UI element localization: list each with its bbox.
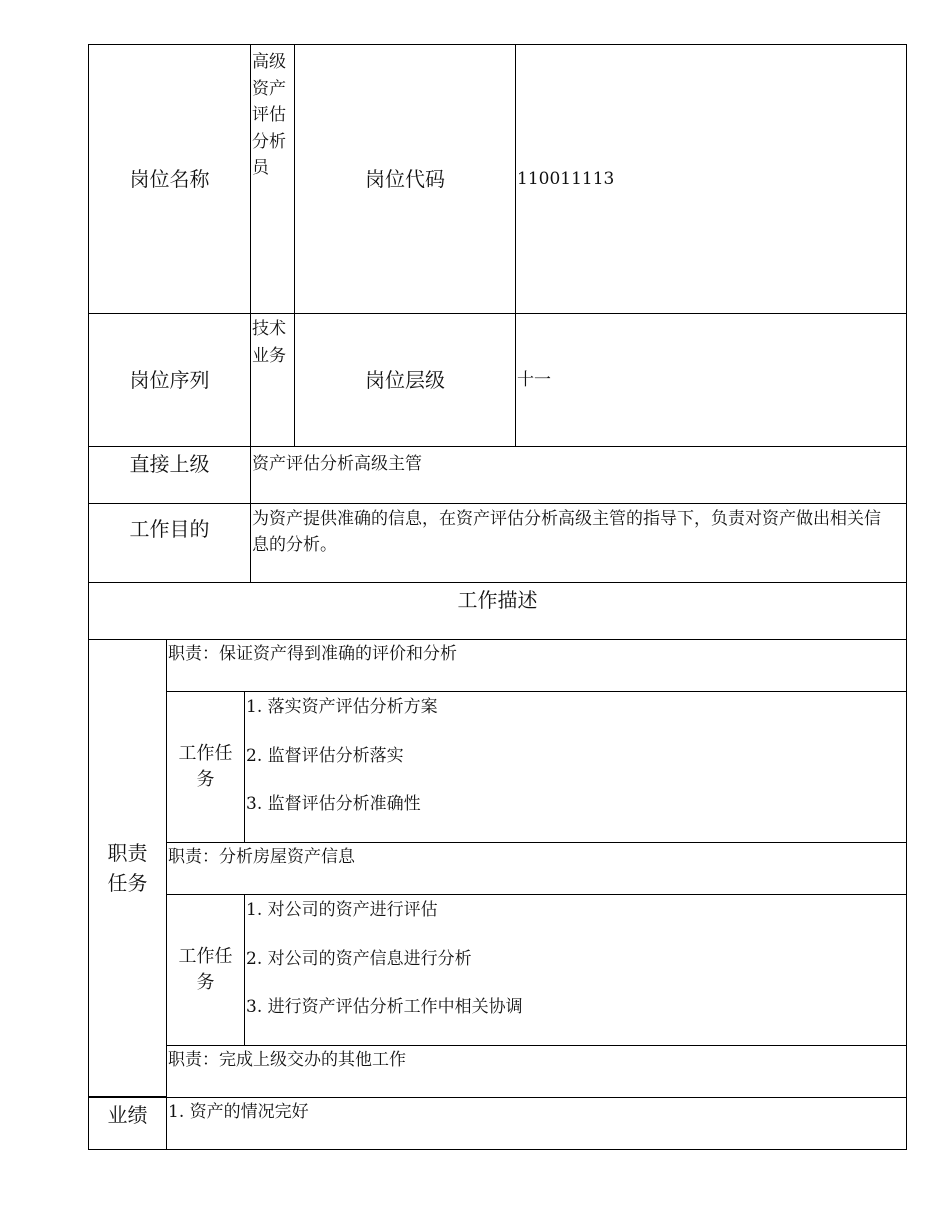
supervisor-label: 直接上级 (88, 446, 251, 504)
position-series-value: 技术业务 (250, 313, 295, 447)
duty-2: 职责：分析房屋资产信息 (166, 842, 907, 895)
supervisor-value: 资产评估分析高级主管 (250, 446, 907, 504)
task-label-1 (166, 691, 245, 843)
position-name-label: 岗位名称 (88, 44, 251, 314)
duties-section-label (88, 639, 167, 1097)
position-series-label: 岗位序列 (88, 313, 251, 447)
position-code-label: 岗位代码 (294, 44, 516, 314)
position-level-label: 岗位层级 (294, 313, 516, 447)
position-name-value: 高级资产评估分析员 (250, 44, 295, 314)
duty-3: 职责：完成上级交办的其他工作 (166, 1045, 907, 1098)
task-label-2 (166, 894, 245, 1046)
position-code-value: 110011113 (515, 44, 907, 314)
task-1-3: 3. 监督评估分析准确性 (246, 794, 421, 814)
task-2-3: 3. 进行资产评估分析工作中相关协调 (246, 997, 523, 1017)
task-2-2: 2. 对公司的资产信息进行分析 (246, 949, 472, 969)
position-level-value: 十一 (515, 313, 907, 447)
task-list-2 (244, 894, 907, 1046)
task-list-1 (244, 691, 907, 843)
job-description-table (88, 44, 907, 1150)
task-1-2: 2. 监督评估分析落实 (246, 746, 404, 766)
work-description-title: 工作描述 (88, 582, 907, 640)
task-label-1-text: 工作任务 (178, 743, 233, 790)
purpose-label: 工作目的 (88, 503, 251, 583)
task-label-2-text: 工作任务 (178, 946, 233, 993)
duties-section-label-text: 职责任务 (107, 841, 148, 895)
task-2-1: 1. 对公司的资产进行评估 (246, 900, 438, 920)
duty-1: 职责：保证资产得到准确的评价和分析 (166, 639, 907, 692)
task-1-1: 1. 落实资产评估分析方案 (246, 697, 438, 717)
performance-value: 1. 资产的情况完好 (166, 1097, 907, 1150)
purpose-value: 为资产提供准确的信息，在资产评估分析高级主管的指导下，负责对资产做出相关信息的分析。 (250, 503, 907, 583)
performance-label: 业绩 (88, 1097, 167, 1150)
